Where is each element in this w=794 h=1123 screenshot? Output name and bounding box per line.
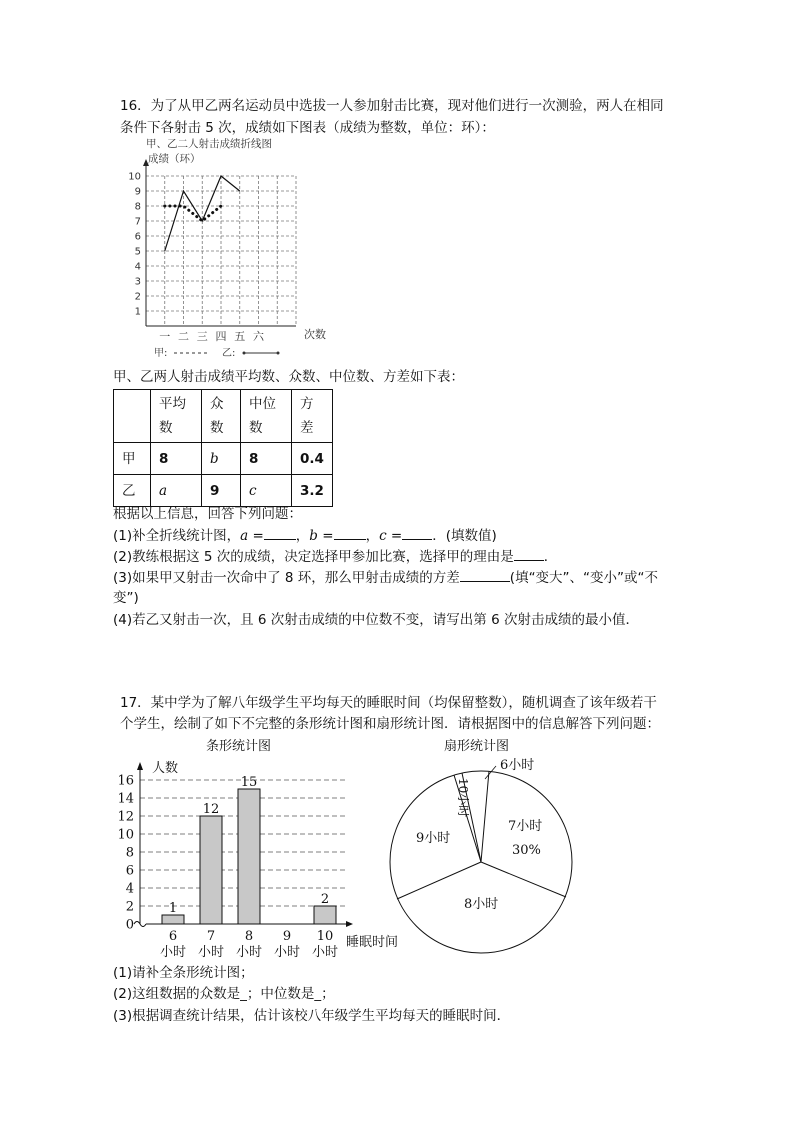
- y-tick-label: 4: [125, 881, 134, 897]
- bar-data-label: 12: [202, 802, 220, 817]
- q16-intro-line1: 16．为了从甲乙两名运动员中选拔一人参加射击比赛，现对他们进行一次测验，两人在相同: [120, 98, 664, 114]
- legend-yi-label: 乙:: [222, 348, 236, 359]
- line-chart-legend: [154, 347, 280, 359]
- line-chart-grid: [146, 176, 296, 326]
- y-tick-label: 8: [134, 201, 141, 213]
- table-cell: c: [241, 475, 292, 507]
- table-cell: 甲: [114, 443, 151, 475]
- bar-data-label: 15: [240, 775, 258, 790]
- x-tick-label: 五: [234, 330, 246, 343]
- table-cell: [114, 390, 151, 443]
- line-chart-xlabel: 次数: [304, 328, 326, 341]
- bar-data-label: 1: [168, 901, 178, 916]
- x-tick-label: 10: [316, 929, 334, 944]
- x-tick-label: 6: [168, 929, 178, 944]
- shooting-line-chart: [118, 136, 348, 364]
- y-tick-label: 5: [134, 246, 141, 258]
- x-tick-unit: 小时: [159, 945, 187, 960]
- y-tick-label: 2: [134, 291, 141, 303]
- x-tick-label: 一: [159, 330, 171, 343]
- bar-8h: [238, 789, 260, 924]
- x-tick-unit: 小时: [235, 945, 263, 960]
- y-tick-label: 4: [134, 261, 141, 273]
- pie-chart-title: 扇形统计图: [444, 739, 510, 754]
- q16-part3: (3)如果甲又射击一次命中了 8 环，那么甲射击成绩的方差 (填“变大”、“变小”或“不: [113, 567, 658, 588]
- y-tick-label: 12: [117, 809, 134, 825]
- y-axis-arrow: [137, 762, 143, 770]
- table-cell: 0.4: [292, 443, 333, 475]
- table-cell: 众 数: [202, 390, 241, 443]
- x-tick-unit: 小时: [273, 945, 301, 960]
- table-cell: 9: [202, 475, 241, 507]
- table-cell: 8: [241, 443, 292, 475]
- series-line-jia: [165, 206, 221, 221]
- table-row: [114, 475, 333, 507]
- x-tick-label: 四: [215, 330, 227, 343]
- x-tick-label: 7: [206, 929, 216, 944]
- table-cell: 乙: [114, 475, 151, 507]
- stats-table: [113, 389, 333, 507]
- pie-label-8h: 8小时: [464, 897, 499, 912]
- q16-intro-line2: 条件下各射击 5 次，成绩如下图表（成绩为整数，单位：环）：: [120, 120, 495, 136]
- line-chart-y-ticks: [128, 172, 141, 318]
- table-cell: b: [202, 443, 241, 475]
- x-tick-label: 8: [244, 929, 254, 944]
- x-axis-arrow: [346, 921, 353, 927]
- y-tick-label: 2: [125, 899, 134, 915]
- y-tick-label: 0: [125, 917, 134, 933]
- bar-7h: [200, 816, 222, 924]
- q17-intro-line1: 17．某中学为了解八年级学生平均每天的睡眠时间（均保留整数），随机调查了该年级若干: [120, 695, 657, 711]
- y-tick-label: 3: [134, 276, 141, 288]
- q17-part2: (2)这组数据的众数是_；中位数是_；: [113, 986, 335, 1002]
- table-cell: 8: [151, 443, 202, 475]
- table-cell: 3.2: [292, 475, 333, 507]
- sleep-bar-chart: [110, 734, 410, 966]
- sleep-pie-chart: [384, 734, 584, 956]
- table-row: [114, 443, 333, 475]
- y-tick-label: 7: [134, 216, 141, 228]
- x-tick-label: 9: [282, 929, 292, 944]
- table-cell: 平均 数: [151, 390, 202, 443]
- q17-part3: (3)根据调查统计结果，估计该校八年级学生平均每天的睡眠时间．: [113, 1008, 511, 1024]
- y-tick-label: 10: [117, 827, 134, 843]
- bar-chart-bars: [162, 775, 336, 924]
- bar-chart-ylabel: 人数: [152, 761, 179, 776]
- y-tick-label: 9: [134, 186, 141, 198]
- pie-label-30pct: 30%: [512, 843, 541, 858]
- table-cell: 中位 数: [241, 390, 292, 443]
- y-tick-label: 14: [117, 791, 134, 807]
- bar-10h: [314, 906, 336, 924]
- q16-part1: (1)补全折线统计图，a = ，b = ，c = ．(填数值): [113, 525, 497, 546]
- line-chart-ylabel: 成绩（环）: [148, 153, 201, 165]
- y-tick-label: 1: [134, 306, 141, 318]
- y-tick-label: 8: [125, 845, 134, 861]
- line-chart-title: 甲、乙二人射击成绩折线图: [146, 138, 272, 150]
- x-tick-unit: 小时: [197, 945, 225, 960]
- q17-intro-line2: 个学生，绘制了如下不完整的条形统计图和扇形统计图．请根据图中的信息解答下列问题：: [120, 716, 660, 732]
- pie-label-10h: 10小时: [456, 778, 470, 818]
- legend-jia-label: 甲:: [154, 348, 168, 359]
- pie-label-9h: 9小时: [416, 831, 451, 846]
- q16-part3-cont: 变”): [113, 590, 139, 606]
- table-cell: a: [151, 475, 202, 507]
- line-chart-x-ticks: [159, 330, 265, 343]
- x-tick-label: 二: [178, 330, 189, 343]
- q16-part4: (4)若乙又射击一次，且 6 次射击成绩的中位数不变，请写出第 6 次射击成绩的最小值．: [113, 612, 639, 628]
- bar-chart-x-ticks: [160, 929, 338, 960]
- y-tick-label: 6: [125, 863, 134, 879]
- bar-chart-y-ticks: [117, 774, 134, 933]
- pie-label-7h: 7小时: [508, 819, 543, 834]
- bar-data-label: 2: [320, 892, 330, 907]
- table-row: [114, 390, 333, 443]
- x-tick-label: 六: [253, 330, 264, 343]
- table-cell: 方 差: [292, 390, 333, 443]
- x-tick-unit: 小时: [311, 945, 339, 960]
- y-tick-label: 10: [128, 171, 141, 183]
- line-chart-axes: [143, 159, 296, 326]
- y-tick-label: 6: [134, 231, 141, 243]
- bar-chart-xlabel: 睡眠时间: [346, 935, 399, 950]
- pie-label-6h: 6小时: [500, 758, 535, 773]
- q16-prompt: 根据以上信息，回答下列问题：: [113, 506, 302, 522]
- q17-part1: (1)请补全条形统计图；: [113, 965, 254, 981]
- q16-table-caption: 甲、乙两人射击成绩平均数、众数、中位数、方差如下表：: [113, 369, 464, 385]
- x-tick-label: 三: [196, 330, 208, 343]
- y-tick-label: 16: [117, 773, 134, 789]
- q16-part2: (2)教练根据这 5 次的成绩，决定选择甲参加比赛，选择甲的理由是 ．: [113, 546, 557, 567]
- bar-chart-title: 条形统计图: [206, 739, 272, 754]
- bar-6h: [162, 915, 184, 924]
